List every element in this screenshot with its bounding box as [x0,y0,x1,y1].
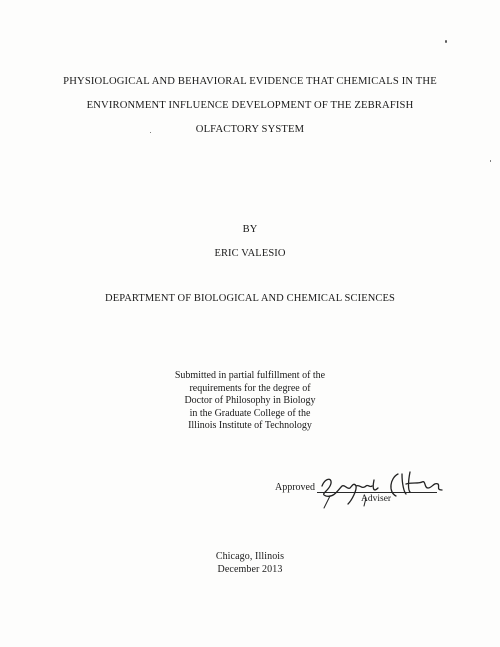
place: Chicago, Illinois [215,551,285,562]
title-line-3: OLFACTORY SYSTEM [195,124,305,135]
submission-line-4: in the Graduate College of the [189,407,311,419]
submission-statement [0,370,500,433]
adviser-label: Adviser [361,494,392,504]
scan-speck [445,40,447,43]
author-name: ERIC VALESIO [214,248,286,259]
approved-label: Approved [275,482,315,493]
submission-line-5: Illinois Institute of Technology [188,420,312,431]
submission-line-2: requirements for the degree of [189,382,311,394]
department-name: DEPARTMENT OF BIOLOGICAL AND CHEMICAL SCIENCES [105,293,395,304]
submission-line-3: Doctor of Philosophy in Biology [184,395,316,406]
scan-speck [150,132,151,133]
title-line-1: PHYSIOLOGICAL AND BEHAVIORAL EVIDENCE THAT CHEMICALS IN THE [63,76,437,87]
title-line-2: ENVIRONMENT INFLUENCE DEVELOPMENT OF THE ZEBRAFISH [86,100,414,111]
scan-speck [490,160,491,162]
submission-line-1: Submitted in partial fulfillment of the [174,370,326,381]
by-label: BY [242,224,258,235]
date: December 2013 [217,564,283,575]
